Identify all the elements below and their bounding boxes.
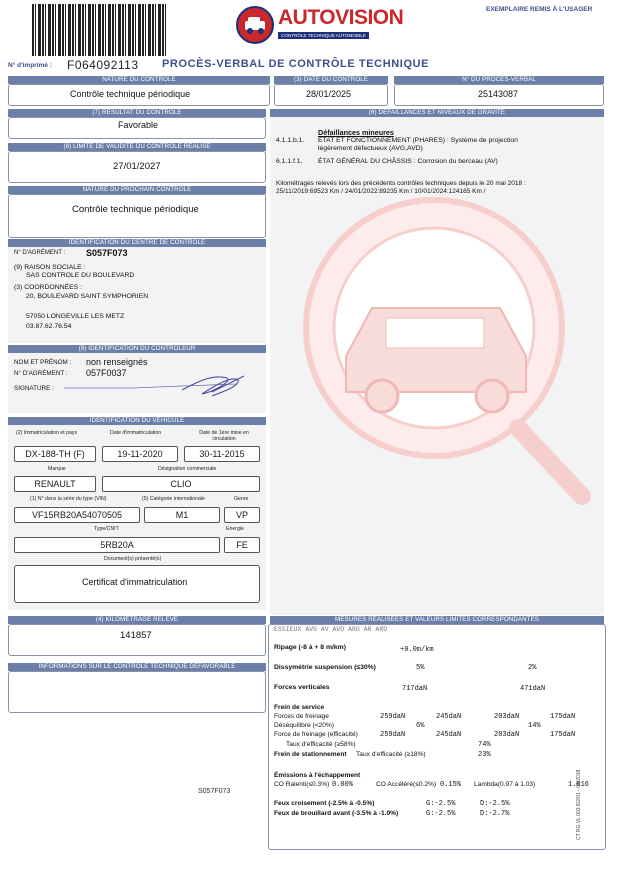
brand-name: AUTOVISION: [278, 6, 404, 29]
genre-label: Genre: [234, 496, 249, 502]
result-header: (7) RÉSULTAT DU CONTRÔLE: [8, 109, 266, 117]
designation-value: CLIO: [102, 476, 260, 492]
centre-coord-label: (3) COORDONNÉES :: [14, 284, 82, 291]
date-header: (3) DATE DU CONTRÔLE: [274, 76, 388, 84]
fe-ard: 175daN: [550, 731, 576, 739]
centre-raison-label: (9) RAISON SOCIALE :: [14, 264, 86, 271]
taux-efficacite-value: 74%: [478, 741, 491, 749]
fe-arg: 203daN: [494, 731, 520, 739]
immat-value: DX-188-TH (F): [14, 446, 96, 462]
defaillance-code: 4.1.1.b.1.: [276, 137, 305, 144]
previous-mileage-list: 25/11/2019:69523 Km / 24/01/2022:89235 Km / 10/01/2024:124165 Km /: [276, 188, 486, 195]
controller-agrement-label: N° D'AGRÉMENT :: [14, 370, 68, 377]
dissymetrie-av: 5%: [416, 664, 425, 672]
force-efficacite-label: Force de freinage (efficacité): [274, 731, 358, 738]
printed-number: F064092113: [67, 58, 139, 72]
watermark-magnifier-icon: [286, 196, 592, 526]
nature-value: Contrôle technique périodique: [70, 89, 191, 99]
next-control-value: Contrôle technique périodique: [72, 204, 199, 215]
dissymetrie-ar: 2%: [528, 664, 537, 672]
type-value: 5RB20A: [14, 537, 220, 553]
brand-subtitle: CONTRÔLE TECHNIQUE AUTOMOBILE: [278, 32, 369, 39]
fe-avg: 259daN: [380, 731, 406, 739]
vin-value: VF15RB20A54070505: [14, 507, 140, 523]
type-label: Type/CNIT: [94, 526, 119, 532]
first-circ-label: Date de 1ère mise en circulation: [199, 430, 249, 442]
centre-agrement-label: N° D'AGRÉMENT :: [14, 250, 66, 256]
controller-agrement-value: 057F0037: [86, 368, 127, 378]
date-immat-value: 19-11-2020: [102, 446, 178, 462]
pv-header: N° DU PROCÈS-VERBAL: [394, 76, 604, 84]
ff-ard: 175daN: [550, 713, 576, 721]
result-value: Favorable: [118, 120, 159, 130]
previous-mileage-intro: Kilométrages relevés lors des précédents contrôles techniques depuis le 20 mai 2018 :: [276, 180, 526, 187]
centre-address1: 20, BOULEVARD SAINT SYMPHORIEN: [26, 293, 149, 300]
footer-side-reference: CT RG VL 003 8/2/01 - 08/2018: [576, 769, 582, 840]
energie-value: FE: [224, 537, 260, 553]
feux-brouillard-label: Feux de brouillard avant (-3.5% à -1.0%): [274, 810, 399, 817]
mileage-header: (4) KILOMÉTRAGE RELEVÉ: [8, 616, 266, 624]
taux-stationnement-value: 23%: [478, 751, 491, 759]
immat-label: (2) Immatriculation et pays: [16, 430, 78, 436]
feux-croisement-label: Feux croisement (-2.5% à -0.5%): [274, 800, 375, 807]
designation-label: Désignation commerciale: [158, 466, 217, 472]
signature-scribble: [62, 370, 252, 404]
frein-stationnement-label: Frein de stationnement: [274, 751, 347, 758]
desequilibre-label: Déséquilibre (<20%): [274, 722, 334, 729]
centre-agrement-value: S057F073: [86, 248, 128, 258]
logo-emblem: [236, 6, 274, 44]
document-title: PROCÈS-VERBAL DE CONTRÔLE TECHNIQUE: [162, 58, 430, 70]
forces-freinage-label: Forces de freinage: [274, 713, 329, 720]
feux-brouillard-g: G:-2.5%: [426, 810, 456, 818]
docs-label: Document(s) présenté(s): [104, 556, 162, 562]
ff-arg: 203daN: [494, 713, 520, 721]
defaillances-header: (6) DÉFAILLANCES ET NIVEAUX DE GRAVITÉ: [270, 109, 604, 117]
unfavorable-box: [8, 671, 266, 713]
first-circ-value: 30-11-2015: [184, 446, 260, 462]
frein-service-label: Frein de service: [274, 704, 325, 711]
measures-header: MESURES RÉALISÉES ET VALEURS LIMITES CORRESPONDANTES: [270, 616, 604, 624]
controller-name-label: NOM ET PRÉNOM :: [14, 359, 72, 366]
emissions-label: Émissions à l'échappement: [274, 772, 361, 779]
feux-croisement-g: G:-2.5%: [426, 800, 456, 808]
ff-avd: 245daN: [436, 713, 462, 721]
axle-column-header: ESSIEUX AVG AV AVD ARG AR ARD: [274, 626, 388, 633]
desequilibre-ar: 14%: [528, 722, 541, 730]
marque-label: Marque: [48, 466, 66, 472]
taux-stationnement-label: Taux d'efficacité (≥18%): [356, 751, 426, 758]
ff-avg: 259daN: [380, 713, 406, 721]
vin-label: (1) N° dans la série du type (VIN): [30, 496, 107, 502]
desequilibre-av: 6%: [416, 722, 425, 730]
docs-value: Certificat d'immatriculation: [82, 577, 188, 587]
nature-header: NATURE DU CONTRÔLE: [8, 76, 270, 84]
co-ralenti-label: CO Ralenti(≤0.3%): [274, 781, 330, 788]
barcode: [32, 4, 168, 56]
next-control-box: [8, 194, 266, 238]
forces-label: Forces verticales: [274, 684, 330, 691]
taux-efficacite-label: Taux d'efficacité (≥58%): [286, 741, 356, 748]
vehicle-header: IDENTIFICATION DU VÉHICULE: [8, 417, 266, 425]
lambda-value: 1.016: [568, 781, 590, 789]
feux-croisement-d: D:-2.5%: [480, 800, 510, 808]
centre-phone: 03.87.62.76.54: [26, 323, 72, 330]
forces-ar: 471daN: [520, 685, 546, 693]
next-control-header: NATURE DU PROCHAIN CONTRÔLE: [8, 186, 266, 194]
centre-raison-value: SAS CONTROLE DU BOULEVARD: [26, 272, 135, 279]
co-accelere-label: CO Accéléré(≤0.2%): [376, 781, 437, 788]
forces-av: 717daN: [402, 685, 428, 693]
date-immat-label: Date d'immatriculation: [110, 430, 162, 436]
defaillances-title: Défaillances mineures: [318, 128, 394, 137]
dissymetrie-label: Dissymétrie suspension (≤30%): [274, 664, 376, 671]
ripage-value: +0.0m/km: [400, 646, 434, 654]
defaillance-text: ÉTAT GÉNÉRAL DU CHÂSSIS : Corrosion du berceau (AV): [318, 158, 498, 165]
feux-brouillard-d: D:-2.7%: [480, 810, 510, 818]
printed-number-label: N° d'imprimé :: [8, 62, 52, 69]
copy-label: EXEMPLAIRE REMIS À L'USAGER: [486, 6, 593, 13]
defaillance-text: ÉTAT ET FONCTIONNEMENT (PHARES) : Système de projection: [318, 137, 518, 144]
categorie-label: (5) Catégorie internationale: [142, 496, 205, 502]
footer-stamp-code: S057F073: [198, 788, 231, 795]
autovision-logo: [236, 4, 404, 46]
pv-value: 25143087: [478, 89, 519, 99]
controller-header: (9) IDENTIFICATION DU CONTRÔLEUR: [8, 345, 266, 353]
co-accelere-value: 0.15%: [440, 781, 462, 789]
centre-address2: 57050 LONGEVILLE LES METZ: [26, 313, 125, 320]
controller-name-value: non renseignés: [86, 357, 148, 367]
fe-avd: 245daN: [436, 731, 462, 739]
validity-header: (8) LIMITE DE VALIDITÉ DU CONTRÔLE RÉALISÉ: [8, 143, 266, 151]
genre-value: VP: [224, 507, 260, 523]
co-ralenti-value: 0.00%: [332, 781, 354, 789]
centre-header: IDENTIFICATION DU CENTRE DE CONTRÔLE: [8, 239, 266, 247]
categorie-value: M1: [144, 507, 220, 523]
validity-value: 27/01/2027: [113, 161, 161, 172]
defaillance-text: légèrement défectueux (AVG,AVD): [318, 145, 423, 152]
mileage-value: 141857: [120, 630, 152, 641]
lambda-label: Lambda(0.97 à 1.03): [474, 781, 536, 788]
defaillance-code: 6.1.1.f.1.: [276, 158, 303, 165]
marque-value: RENAULT: [14, 476, 96, 492]
ripage-label: Ripage (-8 à + 8 m/km): [274, 644, 346, 651]
controller-signature-label: SIGNATURE :: [14, 385, 54, 392]
date-value: 28/01/2025: [306, 89, 352, 99]
energie-label: Energie: [226, 526, 244, 532]
unfavorable-header: INFORMATIONS SUR LE CONTRÔLE TECHNIQUE DÉFAVORABLE: [8, 663, 266, 671]
